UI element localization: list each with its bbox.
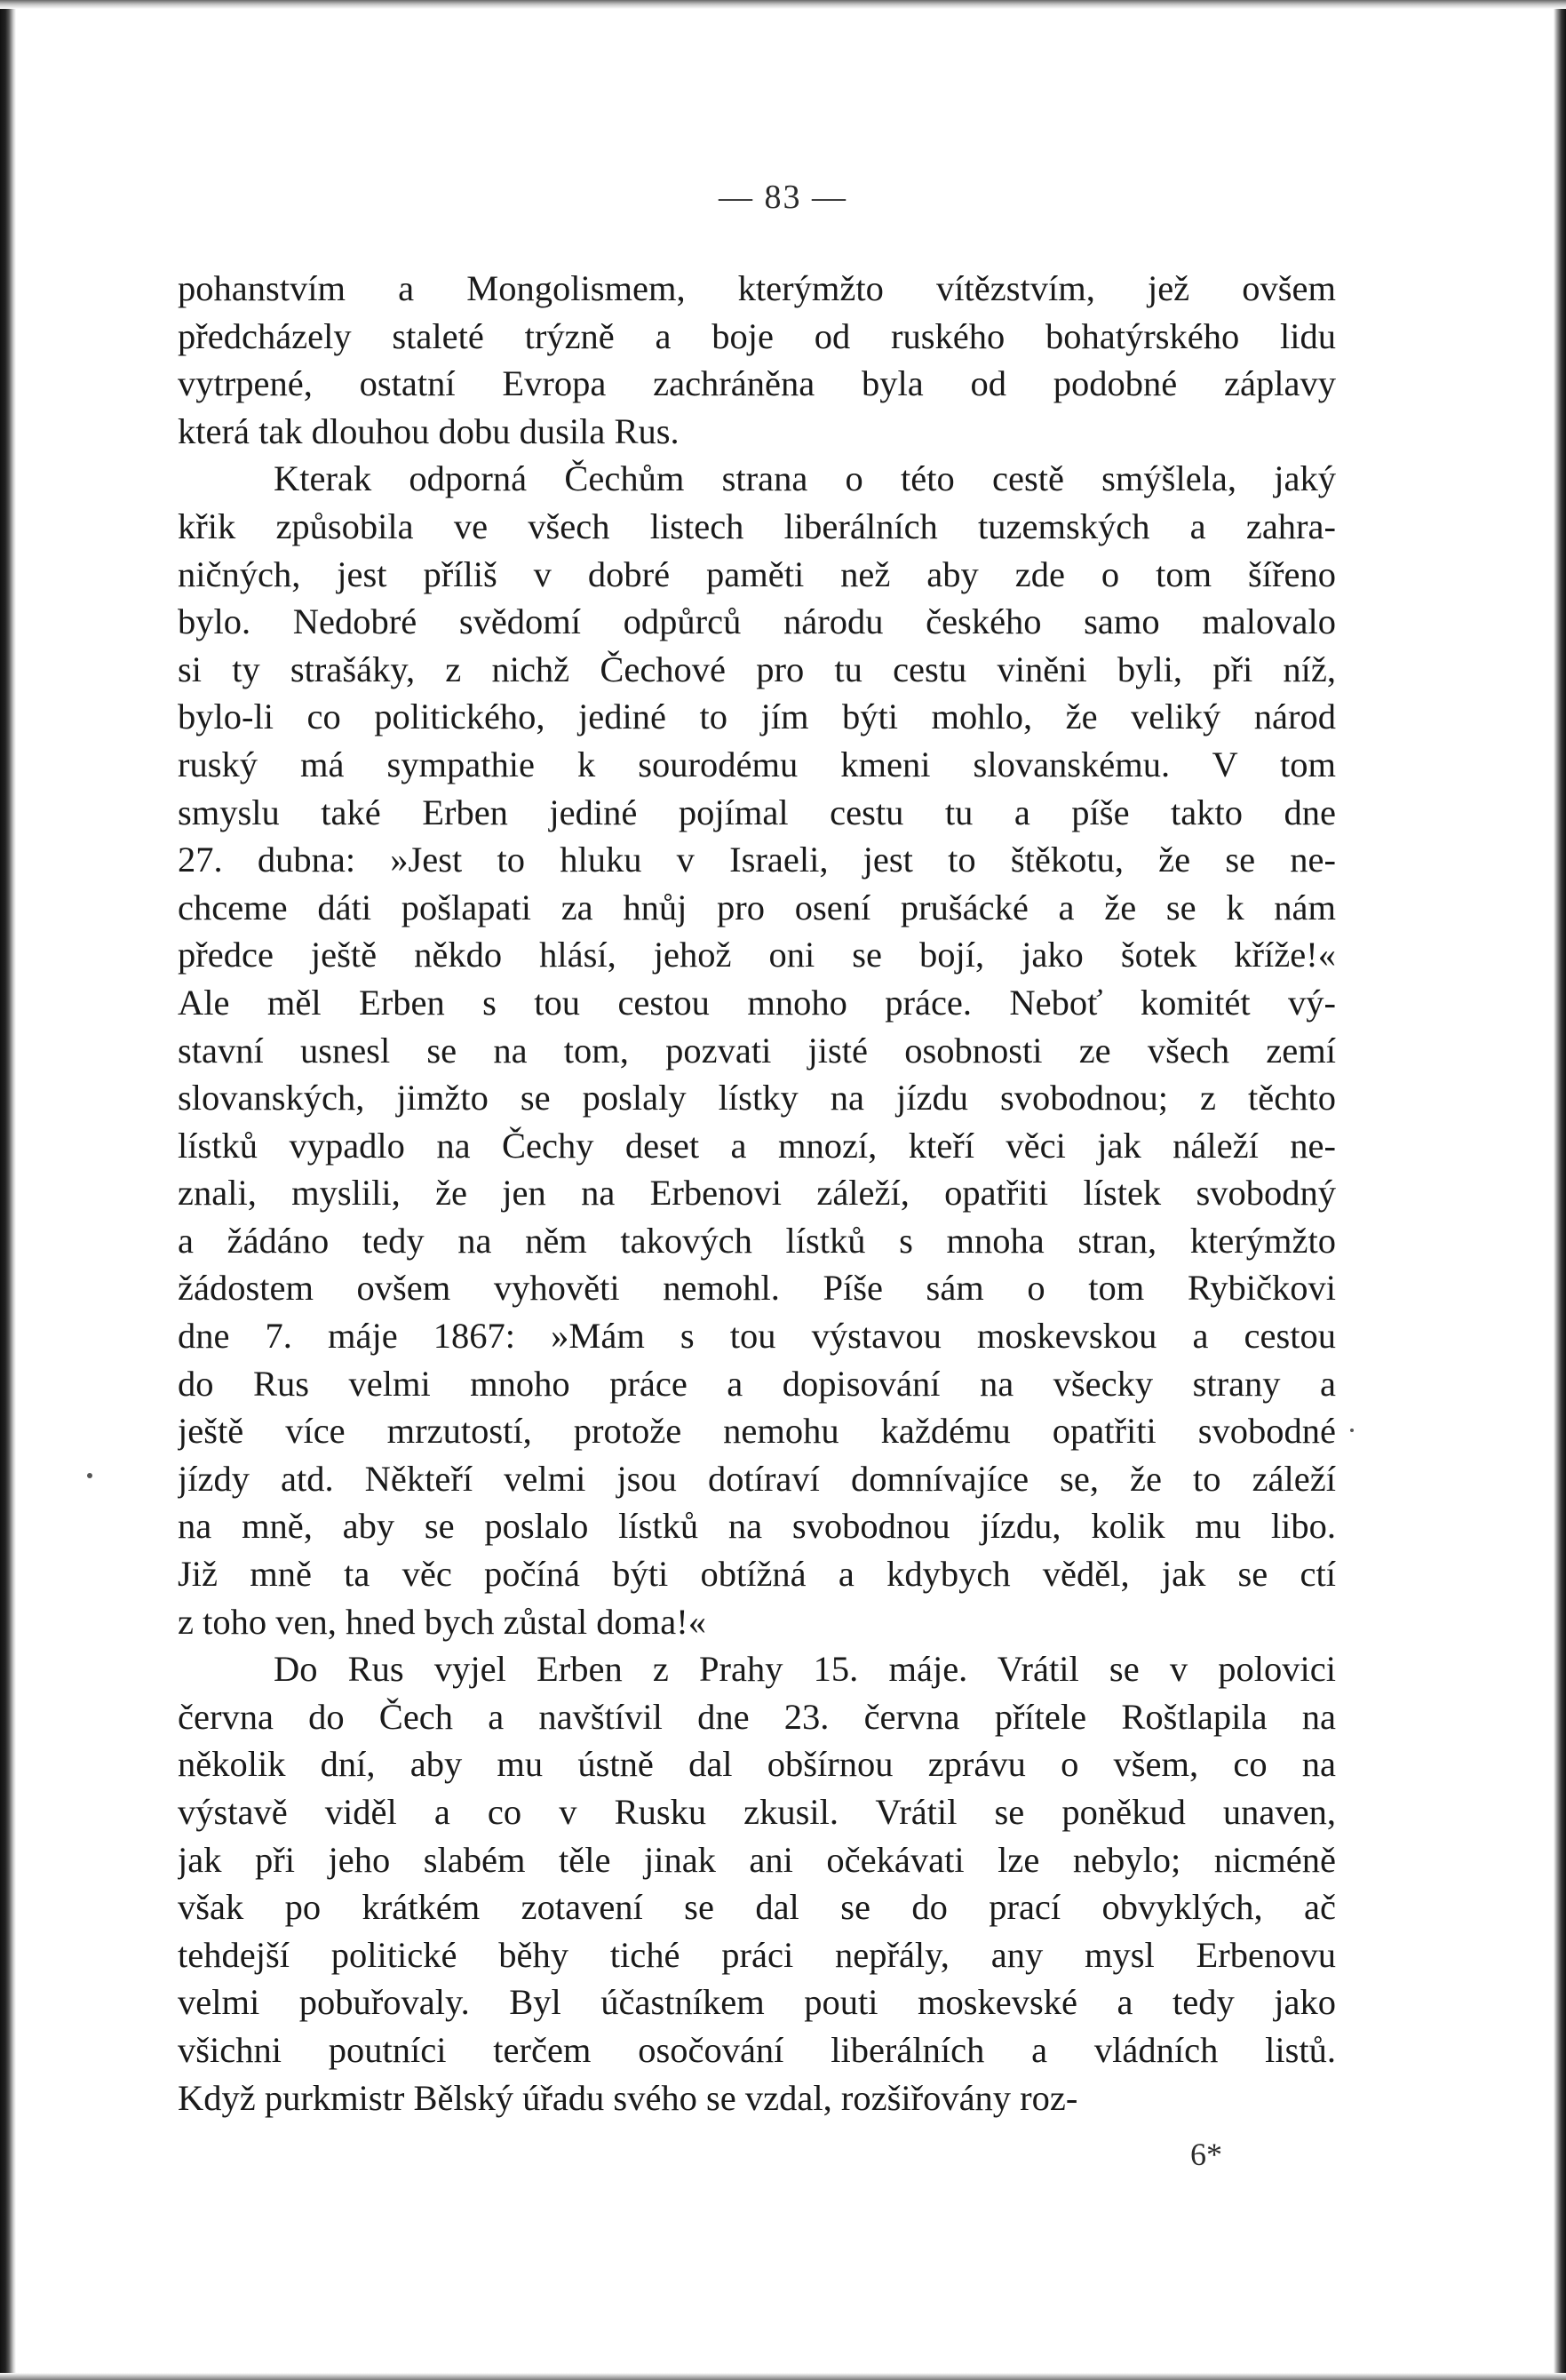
text-line: vytrpené, ostatní Evropa zachráněna byla od podobné záplavy (178, 363, 1336, 404)
printer-signature-mark: 6* (1190, 2137, 1222, 2172)
text-line: si ty strašáky, z nichž Čechové pro tu cestu viněni byli, při níž, (178, 649, 1336, 689)
text-line: která tak dlouhou dobu dusila Rus. (178, 410, 680, 451)
text-line: několik dní, aby mu ústně dal obšírnou zprávu o všem, co na (178, 1744, 1336, 1785)
text-line: na mně, aby se poslalo lístků na svobodnou jízdu, kolik mu libo. (178, 1506, 1336, 1547)
paragraph (178, 265, 1336, 455)
text-line: června do Čech a navštívil dne 23. června přítele Roštlapila na (178, 1696, 1336, 1737)
text-line: slovanských, jimžto se poslaly lístky na jízdu svobodnou; z těchto (178, 1078, 1336, 1118)
text-line: dne 7. máje 1867: »Mám s tou výstavou moskevskou a cestou (178, 1316, 1336, 1357)
scan-edge-bottom (0, 2373, 1566, 2380)
page-number: — 83 — (719, 179, 847, 216)
text-line: tehdejší politické běhy tiché práci nepřály, any mysl Erbenovu (178, 1934, 1336, 1975)
paragraph (178, 455, 1336, 1645)
text-line: lístků vypadlo na Čechy deset a mnozí, kteří věci jak náleží ne- (178, 1125, 1336, 1166)
text-line: a žádáno tedy na něm takových lístků s mnoha stran, kterýmžto (178, 1220, 1336, 1261)
text-line: bylo. Nedobré svědomí odpůrců národu českého samo malovalo (178, 601, 1336, 642)
scan-speck (87, 1473, 92, 1478)
scan-edge-right (1554, 0, 1566, 2380)
text-line: křik způsobila ve všech listech liberálních tuzemských a zahra- (178, 505, 1336, 546)
text-line: bylo-li co politického, jediné to jím býti mohlo, že veliký národ (178, 696, 1336, 737)
text-line: Když purkmistr Bělský úřadu svého se vzdal, rozšiřovány roz- (178, 2077, 1078, 2118)
text-line: předce ještě někdo hlásí, jehož oni se bojí, jako šotek kříže!« (178, 935, 1336, 975)
text-line: stavní usnesl se na tom, pozvati jisté osobnosti ze všech zemí (178, 1030, 1336, 1071)
scan-edge-top (0, 0, 1566, 9)
text-line: pohanstvím a Mongolismem, kterýmžto vítězstvím, jež ovšem (178, 268, 1336, 308)
text-line: výstavě viděl a co v Rusku zkusil. Vrátil se poněkud unaven, (178, 1792, 1336, 1832)
paragraph (178, 1645, 1336, 2121)
text-line: Ale měl Erben s tou cestou mnoho práce. Neboť komitét vý- (178, 982, 1336, 1023)
text-line: 27. dubna: »Jest to hluku v Israeli, jest to štěkotu, že se ne- (178, 840, 1336, 880)
text-line: smyslu také Erben jediné pojímal cestu tu a píše takto dne (178, 792, 1336, 832)
text-line: však po krátkém zotavení se dal se do prací obvyklých, ač (178, 1887, 1336, 1928)
text-line: velmi pobuřovaly. Byl účastníkem pouti moskevské a tedy jako (178, 1982, 1336, 2023)
text-line: ještě více mrzutostí, protože nemohu každému opatřiti svobodné (178, 1411, 1336, 1452)
scan-speck (1350, 1429, 1354, 1432)
text-line: předcházely staleté trýzně a boje od ruského bohatýrského lidu (178, 315, 1336, 356)
text-line: Již mně ta věc počíná býti obtížná a kdybych věděl, jak se ctí (178, 1554, 1336, 1595)
text-line: znali, myslili, že jen na Erbenovi záleží, opatřiti lístek svobodný (178, 1173, 1336, 1214)
text-line: chceme dáti pošlapati za hnůj pro osení prušácké a že se k nám (178, 887, 1336, 927)
text-line: ruský má sympathie k sourodému kmeni slovanskému. V tom (178, 744, 1336, 784)
text-line: žádostem ovšem vyhověti nemohl. Píše sám o tom Rybičkovi (178, 1268, 1336, 1309)
text-line: Do Rus vyjel Erben z Prahy 15. máje. Vrátil se v polovici (274, 1649, 1336, 1690)
text-line: všichni poutníci terčem osočování liberálních a vládních listů. (178, 2029, 1336, 2070)
text-line: do Rus velmi mnoho práce a dopisování na všecky strany a (178, 1363, 1336, 1404)
text-line: ničných, jest příliš v dobré paměti než aby zde o tom šířeno (178, 553, 1336, 594)
text-line: jízdy atd. Někteří velmi jsou dotíraví domnívajíce se, že to záleží (178, 1458, 1336, 1499)
text-line: Kterak odporná Čechům strana o této cestě smýšlela, jaký (274, 458, 1336, 499)
text-line: jak při jeho slabém těle jinak ani očekávati lze nebylo; nicméně (178, 1839, 1336, 1880)
body-text (178, 265, 1336, 2121)
scan-edge-left (0, 0, 16, 2380)
text-line: z toho ven, hned bych zůstal doma!« (178, 1601, 706, 1642)
